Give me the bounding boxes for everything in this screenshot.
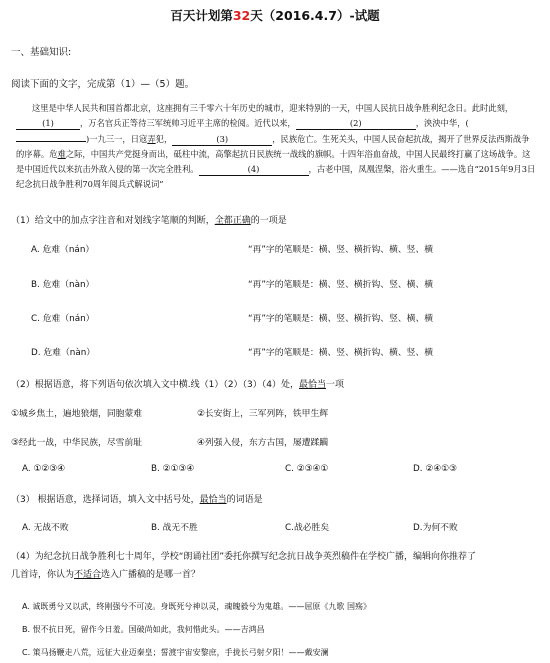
question-4-line-2: 几首诗，你认为不适合选入广播稿的是哪一首？ [11, 570, 201, 580]
q2-option-c[interactable]: C. ②③④① [285, 464, 329, 474]
day-number: 32 [232, 8, 251, 23]
q4-option-a[interactable]: A. 诚既勇兮又以武，终刚强兮不可凌。身既死兮神以灵，魂魄毅兮为鬼雄。——屈原《九歌 国殇》 [22, 602, 371, 611]
q4-option-c[interactable]: C. 策马扬鞭走八荒，远征大业迈秦皇；誓渡宇宙安黎庶，手拢长弓射夕阳！——戴安澜 [22, 648, 329, 657]
q4-option-b[interactable]: B. 恨不抗日死，留作今日羞。国破尚如此，我何惜此头。——吉鸿昌 [22, 625, 265, 634]
q1-option-c-text: “再”字的笔顺是：横、竖、横折钩、竖、横、横 [248, 314, 434, 324]
q1-option-a-text: “再”字的笔顺是：横、竖、横折钩、横、竖、横 [248, 245, 434, 255]
question-2-stem: （2）根据语意，将下列语句依次填入文中横.线（1）（2）（3）（4）处，最恰当一项 [11, 380, 345, 390]
blank-1: (1) [16, 118, 80, 130]
q1-option-b-text: “再”字的笔顺是：横、竖、横折钩、竖、横、横 [248, 280, 434, 290]
q3-option-c[interactable]: C.战必胜矣 [285, 523, 330, 533]
q1-option-b[interactable]: B. 危难（nàn） [31, 280, 95, 290]
q3-option-a[interactable]: A. 无战不败 [22, 523, 69, 533]
page-title: 百天计划第32天（2016.4.7）-试题 [170, 8, 380, 23]
reading-passage: 这里是中华人民共和国首都北京，这座拥有三千零六十年历史的城市，迎来特别的一天，中国人民抗日战争胜利纪念日。此时此刻，(1) ，万名官兵正等待三军统帅习近平主席的检阅。近代以来， (2) ，泱泱中华，()一九三一，日寇弄犯， (3) ，民族危亡。生死关头，中国人民奋起抗战，揭开了世界反法西斯战争的序幕。危难之际，中国共产党挺身而出，砥柱中流，高擎起抗日民族统一战线的旗帜。十四年浴血奋战，中国人民最终打赢了这场战争。这是中国近代以来抗击外敌入侵的第一次完全胜利。 (4) ，古老中国，凤凰涅槃，浴火重生。——选自“2015年9月3日纪念抗日战争胜利70周年阅兵式解说词” [16, 103, 536, 190]
q2-item-4: ④列强入侵，东方古国，屡遭蹂躏 [197, 438, 329, 448]
blank-4: (4) [199, 164, 309, 176]
q2-option-a[interactable]: A. ①②③④ [22, 464, 66, 474]
section-heading: 一、基础知识: [11, 47, 72, 58]
q2-option-b[interactable]: B. ②①③④ [151, 464, 195, 474]
q2-item-1: ①城乡焦土，遍地狼烟，同胞蒙难 [11, 409, 143, 419]
question-3-stem: （3） 根据语意，选择词语，填入文中括号处，最恰当的词语是 [11, 495, 263, 505]
q3-option-d[interactable]: D.为何不败 [413, 523, 458, 533]
question-1-stem: （1）给文中的加点字注音和对划线字笔顺的判断，全都正确的一项是 [11, 216, 287, 226]
q2-item-3: ③经此一战，中华民族，尽雪前耻 [11, 438, 143, 448]
blank-2: (2) [296, 118, 416, 130]
q1-option-d[interactable]: D. 危难（nàn） [31, 348, 96, 358]
q2-item-2: ②长安街上，三军列阵，铁甲生辉 [197, 409, 329, 419]
q3-option-b[interactable]: B. 战无不胜 [151, 523, 198, 533]
instruction: 阅读下面的文字，完成第（1）—（5）题。 [11, 79, 195, 90]
question-4-line-1: （4）为纪念抗日战争胜利七十周年，学校“朗诵社团”委托你撰写纪念抗日战争英烈稿件在学校广播，编辑向你推荐了 [11, 552, 477, 562]
q1-option-a[interactable]: A. 危难（nán） [31, 245, 95, 255]
q2-option-d[interactable]: D. ②④①③ [413, 464, 457, 474]
q1-option-c[interactable]: C. 危难（nán） [31, 314, 95, 324]
blank-3: (3) [172, 134, 272, 146]
blank-bracket [16, 141, 86, 142]
q1-option-d-text: “再”字的笔顺是：横、竖、横折钩、横、竖、横 [248, 348, 434, 358]
